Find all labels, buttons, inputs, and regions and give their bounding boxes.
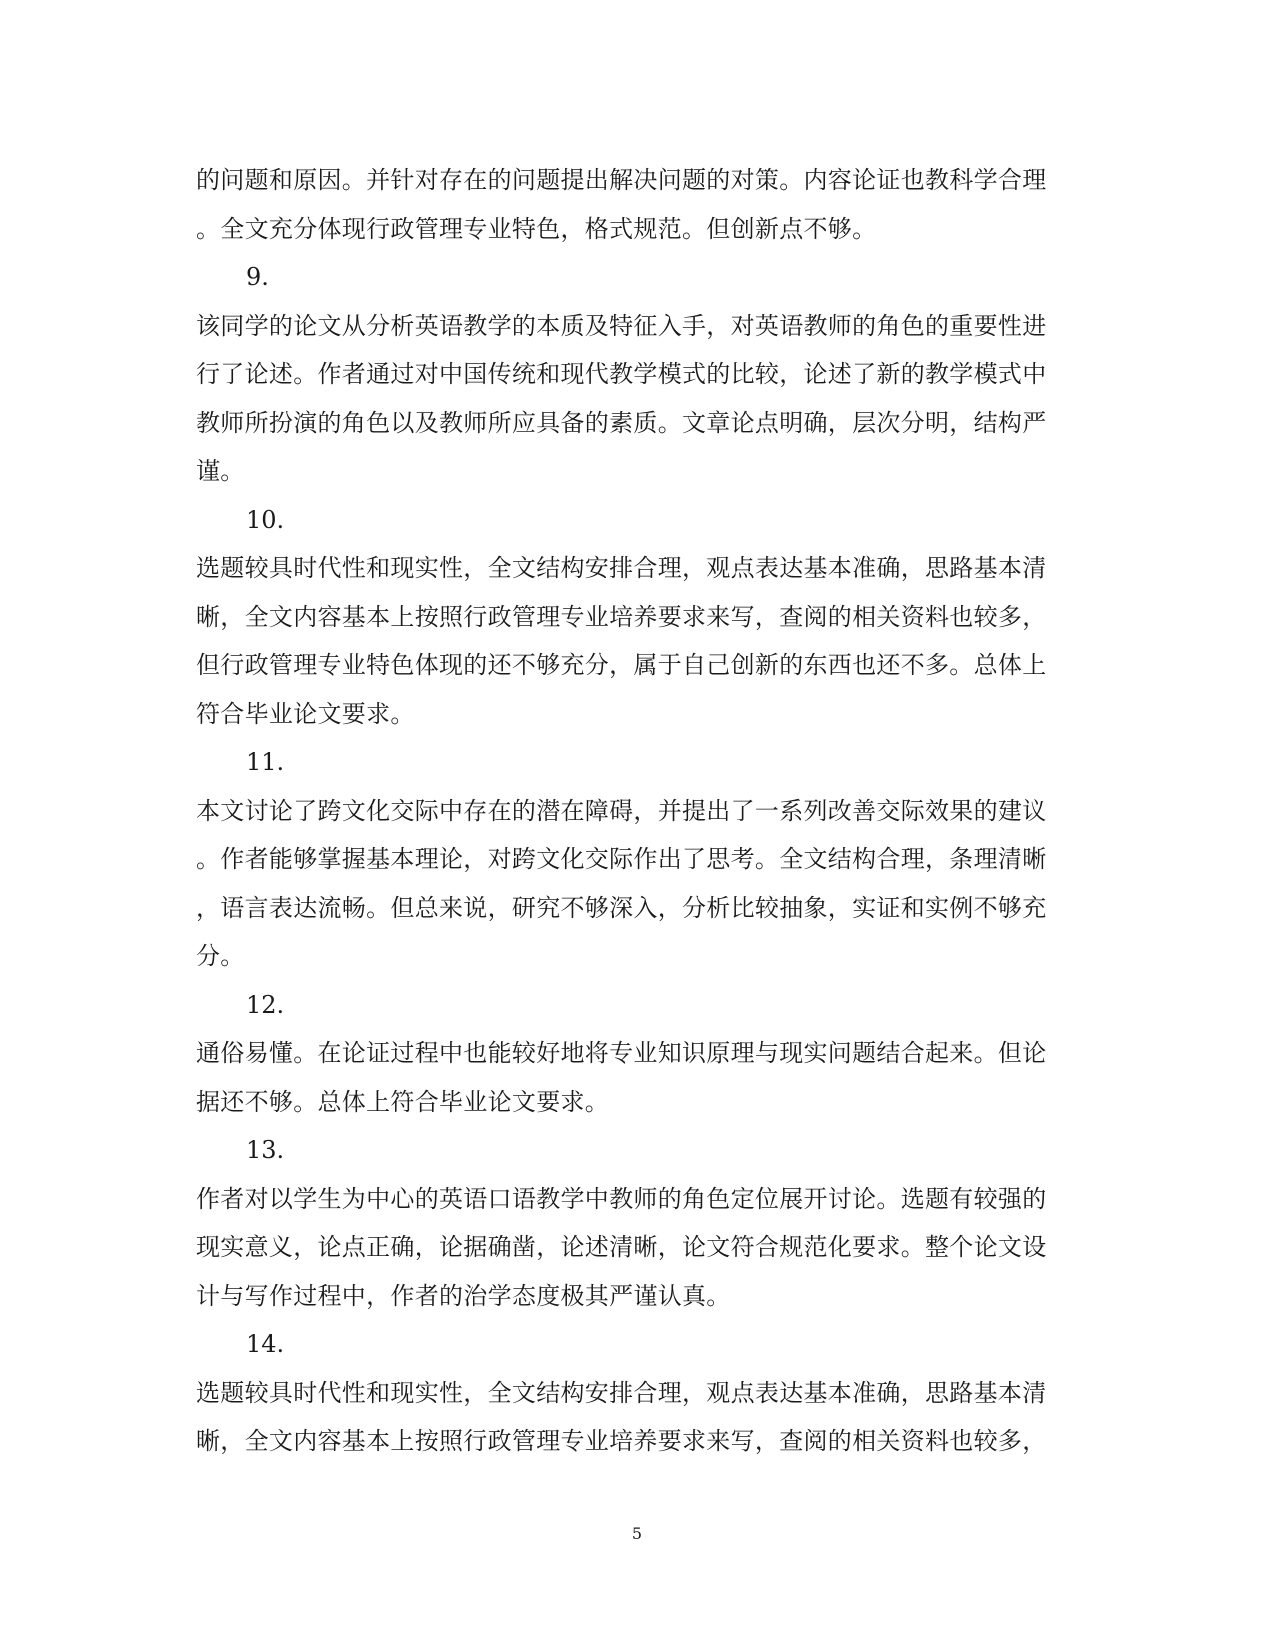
text-line: 通俗易懂。在论证过程中也能较好地将专业知识原理与现实问题结合起来。但论 (196, 1039, 1047, 1067)
item-number: 9. (246, 263, 269, 291)
paragraph (196, 1029, 1076, 1126)
text-line: 晰，全文内容基本上按照行政管理专业培养要求来写，查阅的相关资料也较多， (196, 1427, 1047, 1455)
item-number: 13. (246, 1136, 285, 1164)
item-number: 12. (246, 990, 285, 1019)
text-line: 据还不够。总体上符合毕业论文要求。 (196, 1087, 610, 1116)
text-line: 行了论述。作者通过对中国传统和现代教学模式的比较，论述了新的教学模式中 (196, 360, 1047, 388)
text-line: 的问题和原因。并针对存在的问题提出解决问题的对策。内容论证也教科学合理 (196, 166, 1047, 194)
text-line: 但行政管理专业特色体现的还不够充分，属于自己创新的东西也还不多。总体上 (196, 651, 1047, 679)
text-line: 教师所扮演的角色以及教师所应具备的素质。文章论点明确，层次分明，结构严 (196, 408, 1047, 437)
text-line: 符合毕业论文要求。 (196, 699, 415, 728)
paragraph (196, 156, 1076, 253)
item-number: 10. (246, 505, 285, 534)
paragraph (196, 1369, 1076, 1466)
item-number: 14. (246, 1330, 285, 1358)
text-line: 。作者能够掌握基本理论，对跨文化交际作出了思考。全文结构合理，条理清晰 (196, 845, 1047, 873)
page-number: 5 (631, 1524, 643, 1543)
paragraph (196, 544, 1076, 738)
text-line: 谨。 (196, 457, 245, 485)
paragraph (196, 1175, 1076, 1321)
text-line: 现实意义，论点正确，论据确凿，论述清晰，论文符合规范化要求。整个论文设 (196, 1233, 1047, 1261)
text-line: 本文讨论了跨文化交际中存在的潜在障碍，并提出了一系列改善交际效果的建议 (196, 796, 1047, 825)
text-line: 晰，全文内容基本上按照行政管理专业培养要求来写，查阅的相关资料也较多， (196, 602, 1047, 631)
text-line: 作者对以学生为中心的英语口语教学中教师的角色定位展开讨论。选题有较强的 (196, 1184, 1047, 1213)
text-line: 。全文充分体现行政管理专业特色，格式规范。但创新点不够。 (196, 214, 877, 243)
text-line: 选题较具时代性和现实性，全文结构安排合理，观点表达基本准确，思路基本清 (196, 1378, 1047, 1407)
text-line: 计与写作过程中，作者的治学态度极其严谨认真。 (196, 1281, 731, 1310)
text-line: 选题较具时代性和现实性，全文结构安排合理，观点表达基本准确，思路基本清 (196, 554, 1047, 582)
paragraph (196, 302, 1076, 496)
document-body (196, 156, 1076, 1466)
paragraph (196, 787, 1076, 981)
text-line: 该同学的论文从分析英语教学的本质及特征入手，对英语教师的角色的重要性进 (196, 311, 1047, 340)
item-number: 11. (246, 748, 285, 776)
text-line: ，语言表达流畅。但总来说，研究不够深入，分析比较抽象，实证和实例不够充 (196, 893, 1047, 922)
text-line: 分。 (196, 942, 245, 970)
